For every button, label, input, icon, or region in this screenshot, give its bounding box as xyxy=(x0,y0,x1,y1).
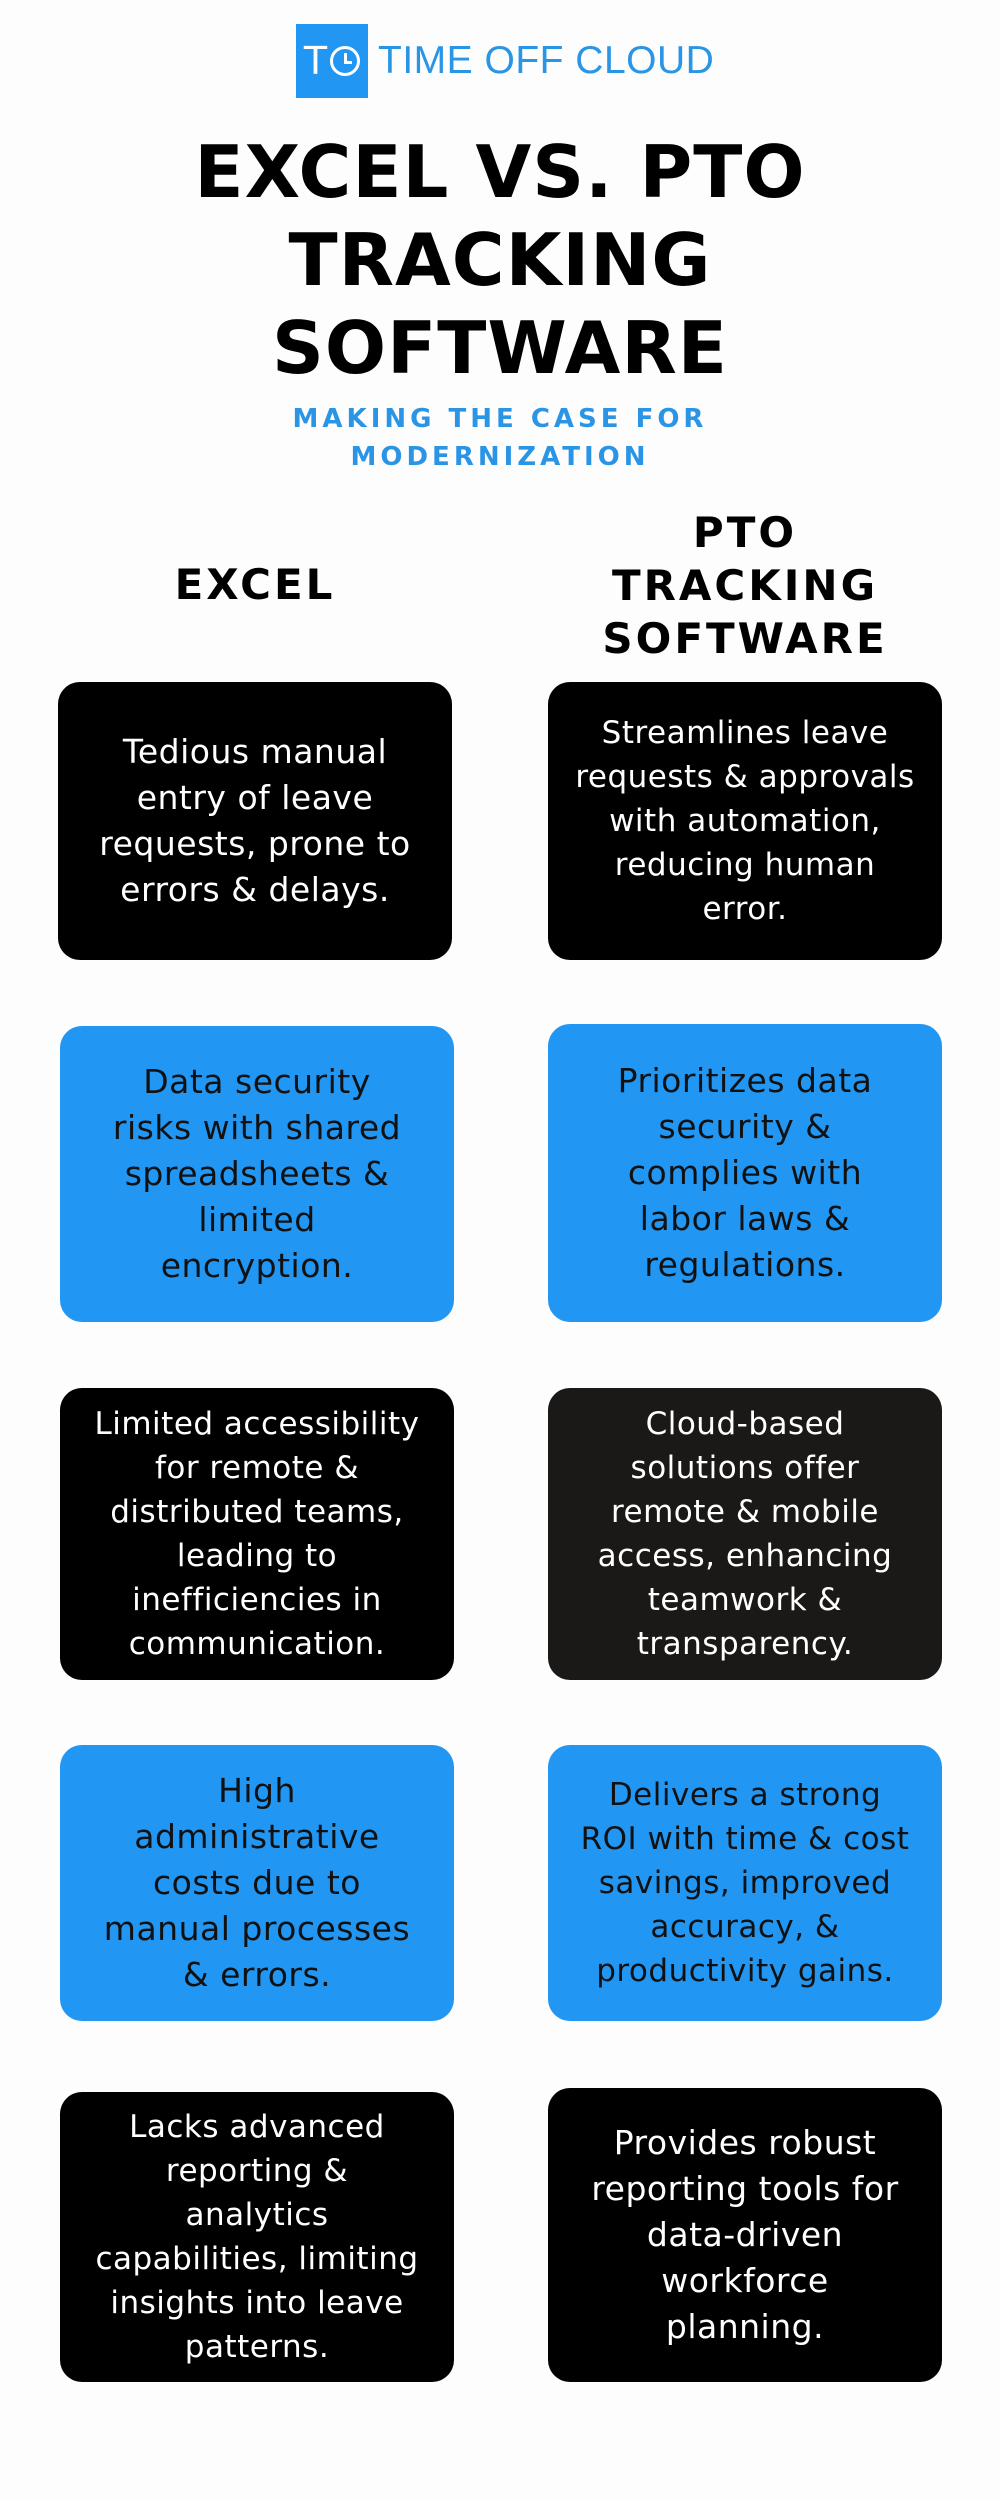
excel-card-accessibility xyxy=(60,1388,454,1680)
card-line: insights into leave xyxy=(110,2285,404,2321)
card-line: spreadsheets & xyxy=(124,1154,390,1193)
column-header-pto xyxy=(550,506,940,665)
card-line: entry of leave xyxy=(136,778,374,817)
pto-card-automation xyxy=(548,682,942,960)
card-line: distributed teams, xyxy=(110,1494,404,1530)
card-line: transparency. xyxy=(636,1626,854,1662)
card-line: inefficiencies in xyxy=(132,1582,382,1618)
brand-name: TIME OFF CLOUD xyxy=(378,39,715,82)
card-line: access, enhancing xyxy=(597,1538,893,1574)
column-header-line: PTO xyxy=(692,508,798,557)
excel-card-security-risks xyxy=(60,1026,454,1322)
card-line: complies with xyxy=(627,1153,863,1192)
brand-header xyxy=(296,24,714,98)
card-line: High xyxy=(218,1771,296,1810)
subtitle-line: MODERNIZATION xyxy=(350,442,650,472)
card-line: costs due to xyxy=(153,1863,361,1902)
card-line: Provides robust xyxy=(613,2123,877,2162)
card-line: with automation, xyxy=(609,803,881,839)
card-line: reporting tools for xyxy=(591,2169,899,2208)
card-line: requests & approvals xyxy=(575,759,915,795)
card-line: patterns. xyxy=(184,2329,330,2365)
title-line: EXCEL VS. PTO xyxy=(194,130,806,214)
excel-card-manual-entry xyxy=(58,682,452,960)
card-line: security & xyxy=(658,1107,832,1146)
card-line: encryption. xyxy=(160,1246,354,1285)
card-line: ROI with time & cost xyxy=(580,1821,910,1857)
card-line: workforce xyxy=(661,2261,829,2300)
card-line: Cloud-based xyxy=(645,1406,845,1442)
card-line: teamwork & xyxy=(647,1582,843,1618)
card-line: remote & mobile xyxy=(610,1494,880,1530)
card-line: reducing human xyxy=(614,847,876,883)
card-line: productivity gains. xyxy=(596,1953,894,1989)
card-line: Limited accessibility xyxy=(94,1406,420,1442)
card-line: & errors. xyxy=(182,1955,332,1994)
card-line: savings, improved xyxy=(598,1865,892,1901)
card-line: Prioritizes data xyxy=(617,1061,873,1100)
clock-icon xyxy=(330,46,360,76)
excel-card-reporting xyxy=(60,2092,454,2382)
excel-card-admin-costs xyxy=(60,1745,454,2021)
column-header-line: EXCEL xyxy=(174,560,336,609)
card-line: risks with shared xyxy=(112,1108,402,1147)
card-line: requests, prone to xyxy=(99,824,411,863)
card-line: administrative xyxy=(134,1817,380,1856)
card-line: communication. xyxy=(128,1626,386,1662)
card-line: data-driven xyxy=(646,2215,844,2254)
pto-card-data-security xyxy=(548,1024,942,1322)
column-header-line: TRACKING xyxy=(611,561,879,610)
card-line: regulations. xyxy=(644,1245,846,1284)
card-line: Data security xyxy=(143,1062,371,1101)
card-line: Streamlines leave xyxy=(601,715,889,751)
pto-card-robust-reporting xyxy=(548,2088,942,2382)
card-line: solutions offer xyxy=(630,1450,860,1486)
title-line: TRACKING xyxy=(288,218,712,302)
card-line: capabilities, limiting xyxy=(95,2241,419,2277)
page-title xyxy=(150,128,850,392)
card-line: labor laws & xyxy=(639,1199,851,1238)
card-line: Tedious manual xyxy=(122,732,388,771)
card-line: error. xyxy=(702,891,788,927)
card-line: Delivers a strong xyxy=(608,1777,882,1813)
card-line: leading to xyxy=(176,1538,338,1574)
pto-card-cloud-based xyxy=(548,1388,942,1680)
card-line: planning. xyxy=(665,2307,825,2346)
card-line: errors & delays. xyxy=(120,870,390,909)
card-line: reporting & xyxy=(165,2153,349,2189)
logo xyxy=(296,24,368,98)
card-line: manual processes xyxy=(103,1909,411,1948)
column-header-line: SOFTWARE xyxy=(602,614,888,663)
subtitle-line: MAKING THE CASE FOR xyxy=(292,404,708,434)
logo-text: T xyxy=(303,39,329,83)
card-line: Lacks advanced xyxy=(129,2109,385,2145)
card-line: analytics xyxy=(185,2197,329,2233)
column-header-excel xyxy=(60,558,450,611)
card-line: limited xyxy=(198,1200,316,1239)
title-line: SOFTWARE xyxy=(272,306,728,390)
pto-card-roi xyxy=(548,1745,942,2021)
card-line: accuracy, & xyxy=(650,1909,840,1945)
card-line: for remote & xyxy=(154,1450,360,1486)
subtitle xyxy=(250,400,750,476)
